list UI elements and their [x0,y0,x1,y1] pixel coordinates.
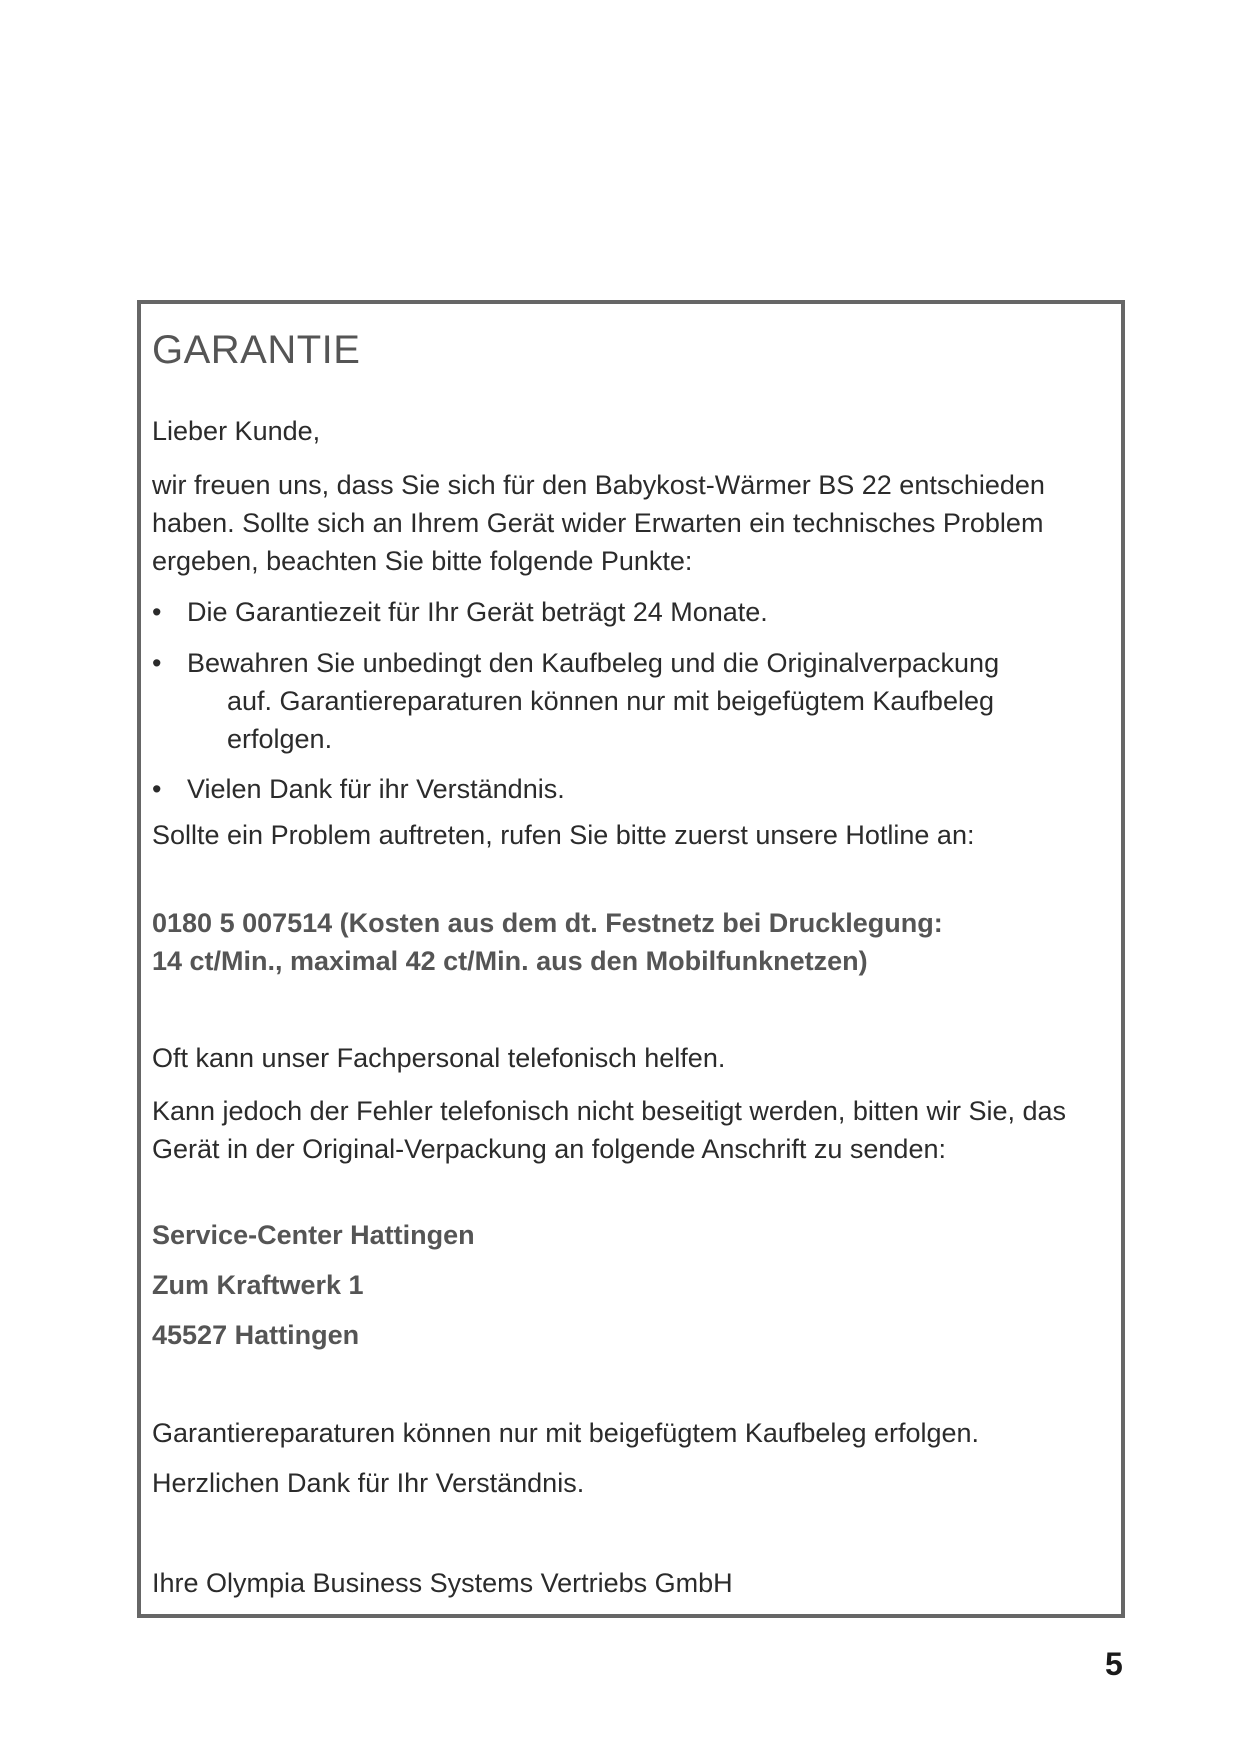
hotline-number: 0180 5 007514 (Kosten aus dem dt. Festnetz bei Drucklegung: [152,908,943,938]
bullet-keep-receipt [152,644,1092,760]
address-street: Zum Kraftwerk 1 [152,1270,364,1300]
bullet-dot: • [152,774,162,804]
receipt-note: Garantiereparaturen können nur mit beigefügtem Kaufbeleg erfolgen. [152,1418,980,1448]
phone-help: Oft kann unser Fachpersonal telefonisch helfen. [152,1043,726,1073]
page-title: GARANTIE [152,328,361,372]
address-name: Service-Center Hattingen [152,1220,475,1250]
hotline-costs: 14 ct/Min., maximal 42 ct/Min. aus den Mobilfunknetzen) [152,946,868,976]
address-city: 45527 Hattingen [152,1320,360,1350]
bullet-text: Vielen Dank für ihr Verständnis. [187,774,565,804]
bullet-dot: • [152,597,162,627]
bullet-dot: • [152,648,162,678]
signature: Ihre Olympia Business Systems Vertriebs GmbH [152,1568,733,1598]
bullet-text-first: Bewahren Sie unbedingt den Kaufbeleg und die Originalverpackung [187,648,1000,678]
greeting: Lieber Kunde, [152,416,321,446]
thanks-note: Herzlichen Dank für Ihr Verständnis. [152,1468,585,1498]
bullet-text [187,644,1092,758]
send-instructions: Kann jedoch der Fehler telefonisch nicht beseitigt werden, bitten wir Sie, das Gerät in der Original-Verpackung an folgende Anschrift zu senden: [152,1096,1067,1164]
bullet-text-rest: auf. Garantiereparaturen können nur mit beigefügtem Kaufbeleg erfolgen. [227,686,994,754]
intro-paragraph: wir freuen uns, dass Sie sich für den Babykost-Wärmer BS 22 entschieden haben. Sollte sich an Ihrem Gerät wider Erwarten ein technisches Problem ergeben, beachten Sie bitte folgende Punkte: [152,470,1045,576]
hotline-intro: Sollte ein Problem auftreten, rufen Sie bitte zuerst unsere Hotline an: [152,820,975,850]
bullet-text: Die Garantiezeit für Ihr Gerät beträgt 24 Monate. [187,597,768,627]
page-number: 5 [1105,1646,1123,1682]
